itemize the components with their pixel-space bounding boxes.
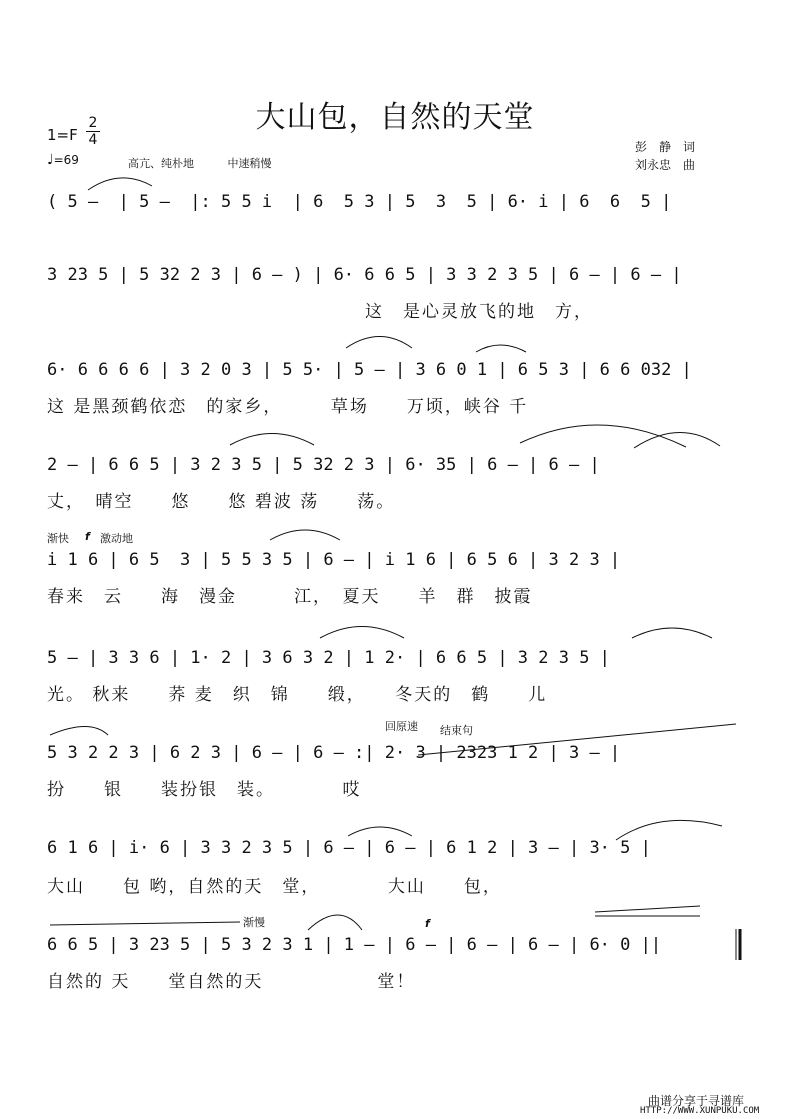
rit-marking: 渐慢 xyxy=(243,916,265,929)
score-row-4-notes: 2 – | 6 6 5 | 3 2 3 5 | 5 32 2 3 | 6· 35 | 6 – | 6 – | xyxy=(47,455,600,475)
footer-site: 曲谱分享于寻谱库 xyxy=(648,1094,745,1108)
score-row-6-lyrics: 光。 秋来 荞 麦 织 锦 缎， 冬天的 鹤 儿 xyxy=(47,685,548,705)
score-row-4-lyrics: 丈， 晴空 悠 悠 碧波 荡 荡。 xyxy=(47,492,396,512)
tempo-marking: ♩=69 xyxy=(47,152,79,168)
dynamic-f: f xyxy=(85,530,90,543)
ending-marking: 结束句 xyxy=(440,724,473,737)
composer-credit: 刘永忠 曲 xyxy=(635,158,696,172)
agitato-marking: 激动地 xyxy=(100,532,133,545)
score-row-5-lyrics: 春来 云 海 漫金 江， 夏天 羊 群 披霞 xyxy=(47,587,533,607)
song-title: 大山包，自然的天堂 xyxy=(255,100,535,135)
score-row-9-lyrics: 自然的 天 堂自然的天 堂！ xyxy=(47,972,416,992)
score-row-5-notes: i 1 6 | 6 5 3 | 5 5 3 5 | 6 – | i 1 6 | 6 5 6 | 3 2 3 | xyxy=(47,550,621,570)
score-row-3-lyrics: 这 是黑颈鹤依恋 的家乡， 草场 万顷，峡谷 千 xyxy=(47,397,529,417)
score-row-8-notes: 6 1 6 | i· 6 | 3 3 2 3 5 | 6 – | 6 – | 6 1 2 | 3 – | 3· 5 | xyxy=(47,838,651,858)
score-row-6-notes: 5 – | 3 3 6 | 1· 2 | 3 6 3 2 | 1 2· | 6 6 5 | 3 2 3 5 | xyxy=(47,648,610,668)
a-tempo-marking: 回原速 xyxy=(385,720,418,733)
time-signature-top: 2 xyxy=(88,115,98,131)
time-signature-bottom: 4 xyxy=(88,132,98,148)
score-row-8-lyrics: 大山 包 哟，自然的天 堂， 大山 包， xyxy=(47,877,502,897)
accel-marking: 渐快 xyxy=(47,532,69,545)
lyricist-credit: 彭 静 词 xyxy=(635,140,696,154)
score-row-7-notes: 5 3 2 2 3 | 6 2 3 | 6 – | 6 – :| 2· 3 | 2323 1 2 | 3 – | xyxy=(47,743,621,763)
score-row-1-notes: ( 5 – | 5 – |: 5 5 i | 6 5 3 | 5 3 5 | 6· i | 6 6 5 | xyxy=(47,192,672,212)
dynamic-f-2: f xyxy=(425,917,430,930)
score-row-9-notes: 6 6 5 | 3 23 5 | 5 3 2 3 1 | 1 – | 6 – | 6 – | 6 – | 6· 0 || xyxy=(47,935,662,955)
score-row-7-lyrics: 扮 银 装扮银 装。 哎 xyxy=(47,780,362,800)
note-icon: ♩ xyxy=(47,152,54,168)
key-signature: 1=F xyxy=(47,126,78,144)
score-row-3-notes: 6· 6 6 6 6 | 3 2 0 3 | 5 5· | 5 – | 3 6 0 1 | 6 5 3 | 6 6 032 | xyxy=(47,360,692,380)
expression-1: 高亢、纯朴地 xyxy=(128,157,194,170)
score-row-2-lyrics: 这 是心灵放飞的地 方， xyxy=(365,302,593,322)
score-row-2-notes: 3 23 5 | 5 32 2 3 | 6 – ) | 6· 6 6 5 | 3 3 2 3 5 | 6 – | 6 – | xyxy=(47,265,682,285)
footer-url: HTTP://WWW.XUNPUKU.COM xyxy=(640,1106,760,1116)
expression-2: 中速稍慢 xyxy=(227,157,272,170)
